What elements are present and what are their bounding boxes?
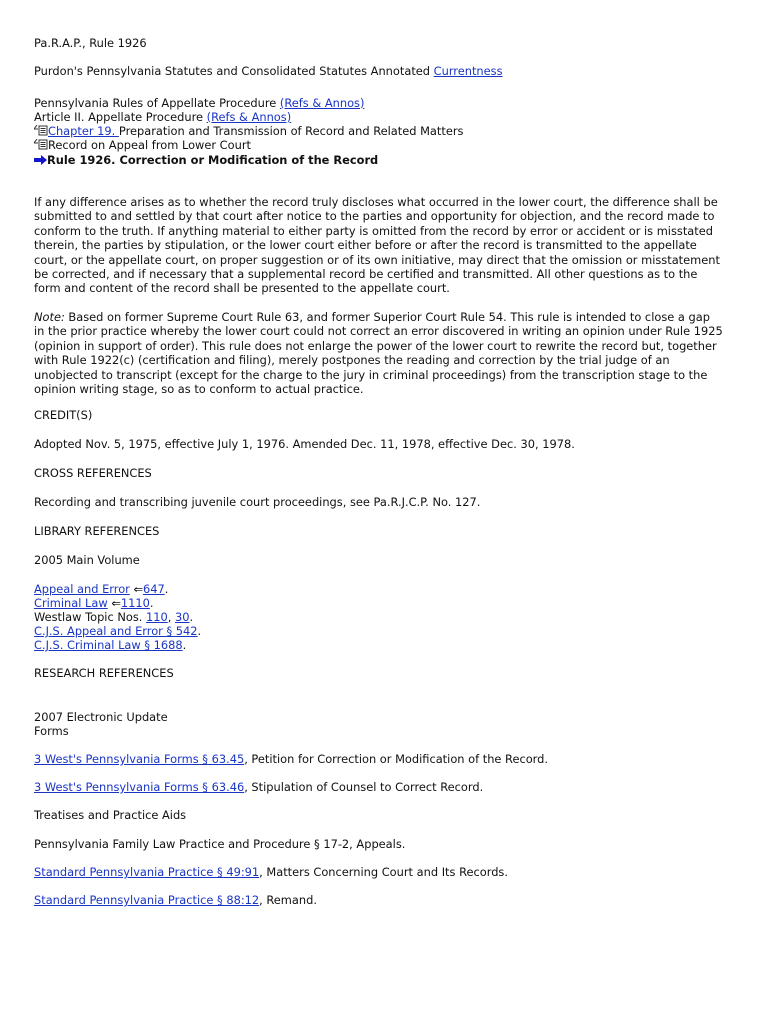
citation: Pa.R.A.P., Rule 1926 xyxy=(34,36,147,50)
main-volume-label: 2005 Main Volume xyxy=(34,553,140,567)
library-references-heading: LIBRARY REFERENCES xyxy=(34,524,160,538)
article-line xyxy=(34,110,291,124)
rule-text-line: therein, the parties by stipulation, or the lower court either before or after the record is transmitted to the appellate xyxy=(34,238,697,253)
note-text-line: in the prior practice whereby the lower court could not correct an error discovered in writing an opinion under Rule 1925 xyxy=(34,324,723,339)
rule-text-line: form and content of the record shall be presented to the appellate court. xyxy=(34,281,450,296)
credits-heading: CREDIT(S) xyxy=(34,408,93,422)
form-63-46-link[interactable]: 3 West's Pennsylvania Forms § 63.46 xyxy=(34,780,245,794)
source-line xyxy=(34,64,503,78)
rule-text-line: If any difference arises as to whether the record truly discloses what occurred in the lower court, the difference shall be xyxy=(34,195,718,209)
subsection-text: Record on Appeal from Lower Court xyxy=(48,138,251,152)
source-text: Purdon's Pennsylvania Statutes and Consolidated Statutes Annotated xyxy=(34,64,434,78)
cjs-appeal-line: C.J.S. Appeal and Error § 542. xyxy=(34,624,202,638)
article-text: Article II. Appellate Procedure xyxy=(34,110,207,124)
currentness-link[interactable]: Currentness xyxy=(433,64,503,78)
arrow-right-icon xyxy=(34,154,47,168)
rule-title: Rule 1926. Correction or Modification of the Record xyxy=(47,153,379,167)
cross-references-text: Recording and transcribing juvenile court proceedings, see Pa.R.J.C.P. No. 127. xyxy=(34,495,481,509)
form-reference-1: 3 West's Pennsylvania Forms § 63.45, Petition for Correction or Modification of the Record. xyxy=(34,752,549,766)
note-text-line: Note: Based on former Supreme Court Rule 63, and former Superior Court Rule 54. This rule is intended to close a gap xyxy=(34,310,710,324)
cjs-criminal-link[interactable]: C.J.S. Criminal Law § 1688 xyxy=(34,638,183,652)
rule-text-line: be corrected, and if necessary that a supplemental record be certified and transmitted. All other questions as to the xyxy=(34,267,698,282)
article-refs-link[interactable]: (Refs & Annos) xyxy=(206,110,292,124)
note-text-line: (opinion in support of order). This rule does not enlarge the power of the lower court to rewrite the record but, together xyxy=(34,338,717,353)
note-text-line: unobjected to transcript (except for the charge to the jury in criminal proceedings) from the transcription stage to the xyxy=(34,367,708,382)
westlaw-topics-line: Westlaw Topic Nos. 110, 30. xyxy=(34,610,194,624)
topic-30-link[interactable]: 30 xyxy=(175,610,190,624)
chapter-text: Preparation and Transmission of Record and Related Matters xyxy=(118,124,464,138)
form-reference-2: 3 West's Pennsylvania Forms § 63.46, Stipulation of Counsel to Correct Record. xyxy=(34,780,484,794)
cjs-appeal-link[interactable]: C.J.S. Appeal and Error § 542 xyxy=(34,624,198,638)
note-text-line: with Rule 1922(c) (certification and filing), merely postpones the reading and correction by the trial judge of an xyxy=(34,353,670,368)
rule-text-line: court, or the appellate court, on proper suggestion or of its own initiative, may direct that the omission or misstatement xyxy=(34,252,720,267)
rule-text-line: submitted to and settled by that court after notice to the parties and opportunity for objection, and the record made to xyxy=(34,209,715,224)
appeal-keynumber-line: Appeal and Error ⇐647. xyxy=(34,582,169,596)
treatises-label: Treatises and Practice Aids xyxy=(34,808,187,822)
practice-reference-2: Standard Pennsylvania Practice § 88:12, Remand. xyxy=(34,893,317,907)
appeal-and-error-link[interactable]: Appeal and Error xyxy=(34,582,130,596)
form-63-45-link[interactable]: 3 West's Pennsylvania Forms § 63.45 xyxy=(34,752,245,766)
electronic-update-label: 2007 Electronic Update xyxy=(34,710,168,724)
forms-label: Forms xyxy=(34,724,69,738)
rules-line xyxy=(34,96,364,110)
cross-references-heading: CROSS REFERENCES xyxy=(34,466,152,480)
toc-document-icon xyxy=(34,139,48,153)
criminal-keynumber-line: Criminal Law ⇐1110. xyxy=(34,596,154,610)
criminal-keynumber-link[interactable]: 1110 xyxy=(120,596,150,610)
westlaw-topic-text: Westlaw Topic Nos. xyxy=(34,610,147,624)
criminal-law-link[interactable]: Criminal Law xyxy=(34,596,108,610)
rule-title-line xyxy=(34,153,378,168)
practice-reference-1: Standard Pennsylvania Practice § 49:91, Matters Concerning Court and Its Records. xyxy=(34,865,508,879)
credits-text: Adopted Nov. 5, 1975, effective July 1, 1976. Amended Dec. 11, 1978, effective Dec. 30, 1978. xyxy=(34,437,575,451)
rules-text: Pennsylvania Rules of Appellate Procedure xyxy=(34,96,280,110)
note-text xyxy=(34,310,724,396)
research-references-heading: RESEARCH REFERENCES xyxy=(34,666,174,680)
keynumber-icon: ⇐ xyxy=(133,582,144,596)
appeal-keynumber-link[interactable]: 647 xyxy=(143,582,165,596)
topic-110-link[interactable]: 110 xyxy=(146,610,168,624)
cjs-criminal-line: C.J.S. Criminal Law § 1688. xyxy=(34,638,187,652)
keynumber-icon: ⇐ xyxy=(111,596,121,610)
practice-88-12-link[interactable]: Standard Pennsylvania Practice § 88:12 xyxy=(34,893,260,907)
practice-49-91-link[interactable]: Standard Pennsylvania Practice § 49:91 xyxy=(34,865,260,879)
rules-refs-link[interactable]: (Refs & Annos) xyxy=(279,96,365,110)
rule-text xyxy=(34,195,724,296)
note-text-line: opinion writing stage, so as to conform to actual practice. xyxy=(34,382,364,397)
note-label: Note: xyxy=(34,310,65,324)
rule-text-line: conform to the truth. If anything material to either party is omitted from the record by error or accident or is misstated xyxy=(34,223,713,238)
subsection-line xyxy=(34,138,251,153)
chapter-link[interactable]: Chapter 19. xyxy=(48,124,119,138)
family-law-reference: Pennsylvania Family Law Practice and Procedure § 17-2, Appeals. xyxy=(34,837,406,851)
